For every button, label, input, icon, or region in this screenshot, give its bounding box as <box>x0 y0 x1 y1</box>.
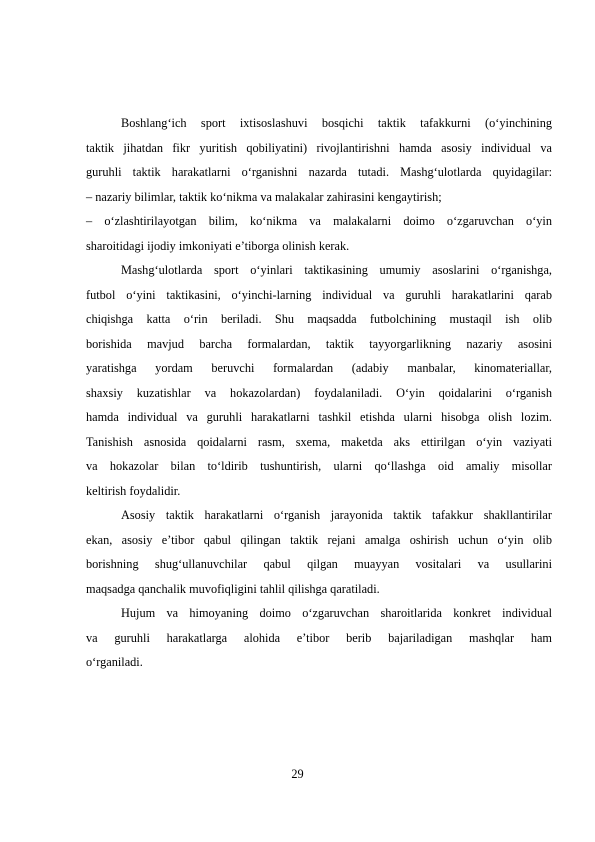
text-line: Hujum va himoyaning doimo o‘zgaruvchan sharoitlarida konkret individual <box>121 606 552 620</box>
page-number: 29 <box>291 767 304 781</box>
text-line: maqsadga qanchalik muvofiqligini tahlil qilishga qaratiladi. <box>86 581 380 596</box>
text-line: va hokazolar bilan to‘ldirib tushuntirish, ularni qo‘llashga oid amaliy misollar <box>86 459 552 473</box>
text-line: va guruhli harakatlarga alohida e’tibor berib bajariladigan mashqlar ham <box>86 630 552 645</box>
text-line: taktik jihatdan fikr yuritish qobiliyatini) rivojlantirishni hamda asosiy individual va <box>86 140 552 155</box>
text-line: sharoitidagi ijodiy imkoniyati e’tiborga olinish kerak. <box>86 238 350 253</box>
text-line: shaxsiy kuzatishlar va hokazolardan) foydalaniladi. O‘yin qoidalarini o‘rganish <box>86 385 552 400</box>
document-body <box>86 111 552 675</box>
text-line: borishida mavjud barcha formalardan, taktik tayyorgarlikning nazariy asosini <box>86 336 552 351</box>
text-line: guruhli taktik harakatlarni o‘rganishni nazarda tutadi. Mashg‘ulotlarda quyidagilar: <box>86 165 552 179</box>
text-line: Tanishish asnosida qoidalarni rasm, sxema, maketda aks ettirilgan o‘yin vaziyati <box>86 434 552 449</box>
text-line: futbol o‘yini taktikasini, o‘yinchi-larning individual va guruhli harakatlarini qarab <box>86 287 552 302</box>
text-line: Boshlang‘ich sport ixtisoslashuvi bosqichi taktik tafakkurni (o‘yinchining <box>121 116 552 130</box>
text-line: yaratishga yordam beruvchi formalardan (adabiy manbalar, kinomateriallar, <box>86 361 552 375</box>
text-line: – o‘zlashtirilayotgan bilim, ko‘nikma va malakalarni doimo o‘zgaruvchan o‘yin <box>86 214 552 228</box>
text-line: – nazariy bilimlar, taktik ko‘nikma va malakalar zahirasini kengaytirish; <box>86 189 442 204</box>
text-line: ekan, asosiy e’tibor qabul qilingan taktik rejani amalga oshirish uchun o‘yin olib <box>86 532 552 547</box>
paragraph-1 <box>86 111 552 185</box>
text-line: borishning shug‘ullanuvchilar qabul qilgan muayyan vositalari va usullarini <box>86 557 552 571</box>
paragraph-3 <box>86 209 552 258</box>
text-line: hamda individual va guruhli harakatlarni tashkil etishda ularni hisobga olish lozim. <box>86 410 552 424</box>
paragraph-6 <box>86 601 552 675</box>
paragraph-4 <box>86 258 552 503</box>
paragraph-5 <box>86 503 552 601</box>
text-line: Asosiy taktik harakatlarni o‘rganish jarayonida taktik tafakkur shakllantirilar <box>121 508 552 522</box>
text-line: chiqishga katta o‘rin beriladi. Shu maqsadda futbolchining mustaqil ish olib <box>86 312 552 326</box>
text-line: Mashg‘ulotlarda sport o‘yinlari taktikasining umumiy asoslarini o‘rganishga, <box>121 263 552 277</box>
text-line: o‘rganiladi. <box>86 655 143 669</box>
text-line: keltirish foydalidir. <box>86 483 181 498</box>
paragraph-2 <box>86 185 552 210</box>
